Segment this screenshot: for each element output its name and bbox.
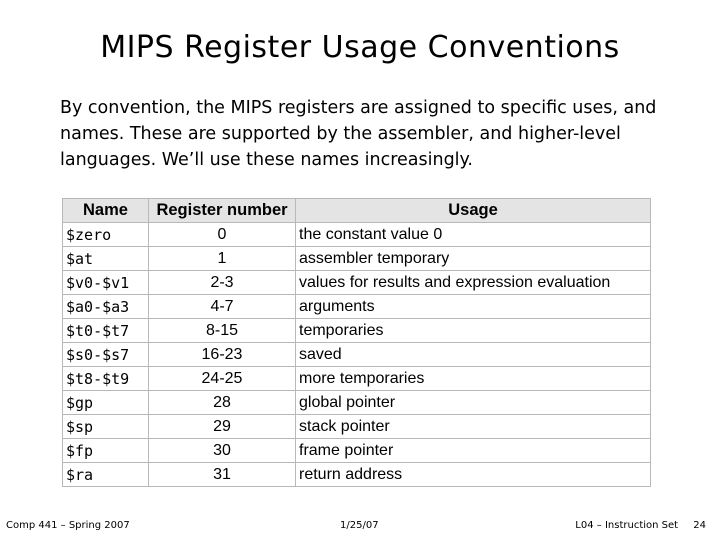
register-number: 16-23 [149,343,296,367]
table-header-row [63,199,651,223]
register-usage: temporaries [296,319,651,343]
table-row [63,391,651,415]
register-table-body [63,223,651,487]
register-number: 0 [149,223,296,247]
register-usage: global pointer [296,391,651,415]
register-usage: the constant value 0 [296,223,651,247]
register-name: $gp [63,391,149,415]
footer-date: 1/25/07 [340,520,379,531]
register-name: $t0-$t7 [63,319,149,343]
register-number: 31 [149,463,296,487]
register-usage: values for results and expression evaluation [296,271,651,295]
register-name: $v0-$v1 [63,271,149,295]
table-row [63,439,651,463]
register-number: 30 [149,439,296,463]
register-usage: arguments [296,295,651,319]
register-name: $sp [63,415,149,439]
register-name: $fp [63,439,149,463]
register-usage: stack pointer [296,415,651,439]
footer-section: L04 – Instruction Set [575,520,679,531]
header-usage: Usage [296,199,651,223]
register-number: 2-3 [149,271,296,295]
register-usage: more temporaries [296,367,651,391]
register-number: 8-15 [149,319,296,343]
register-name: $a0-$a3 [63,295,149,319]
register-number: 4-7 [149,295,296,319]
register-number: 24-25 [149,367,296,391]
register-name: $zero [63,223,149,247]
register-usage: frame pointer [296,439,651,463]
register-number: 29 [149,415,296,439]
table-row [63,415,651,439]
register-name: $at [63,247,149,271]
register-name: $t8-$t9 [63,367,149,391]
table-row [63,247,651,271]
table-row [63,319,651,343]
register-name: $s0-$s7 [63,343,149,367]
table-row [63,367,651,391]
footer-course: Comp 441 – Spring 2007 [6,520,130,531]
footer-right [575,520,706,531]
table-row [63,223,651,247]
register-usage: saved [296,343,651,367]
table-row [63,463,651,487]
intro-paragraph: By convention, the MIPS registers are assigned to specific uses, and names. These are supported by the assembler, and higher-level languages. We’ll use these names increasingly. [60,98,657,170]
register-table [62,198,651,487]
register-number: 28 [149,391,296,415]
table-row [63,271,651,295]
header-name: Name [63,199,149,223]
register-number: 1 [149,247,296,271]
header-register-number: Register number [149,199,296,223]
register-usage: assembler temporary [296,247,651,271]
register-name: $ra [63,463,149,487]
slide-title: MIPS Register Usage Conventions [100,30,620,65]
table-row [63,343,651,367]
table-row [63,295,651,319]
register-usage: return address [296,463,651,487]
footer-page-number: 24 [693,520,706,531]
